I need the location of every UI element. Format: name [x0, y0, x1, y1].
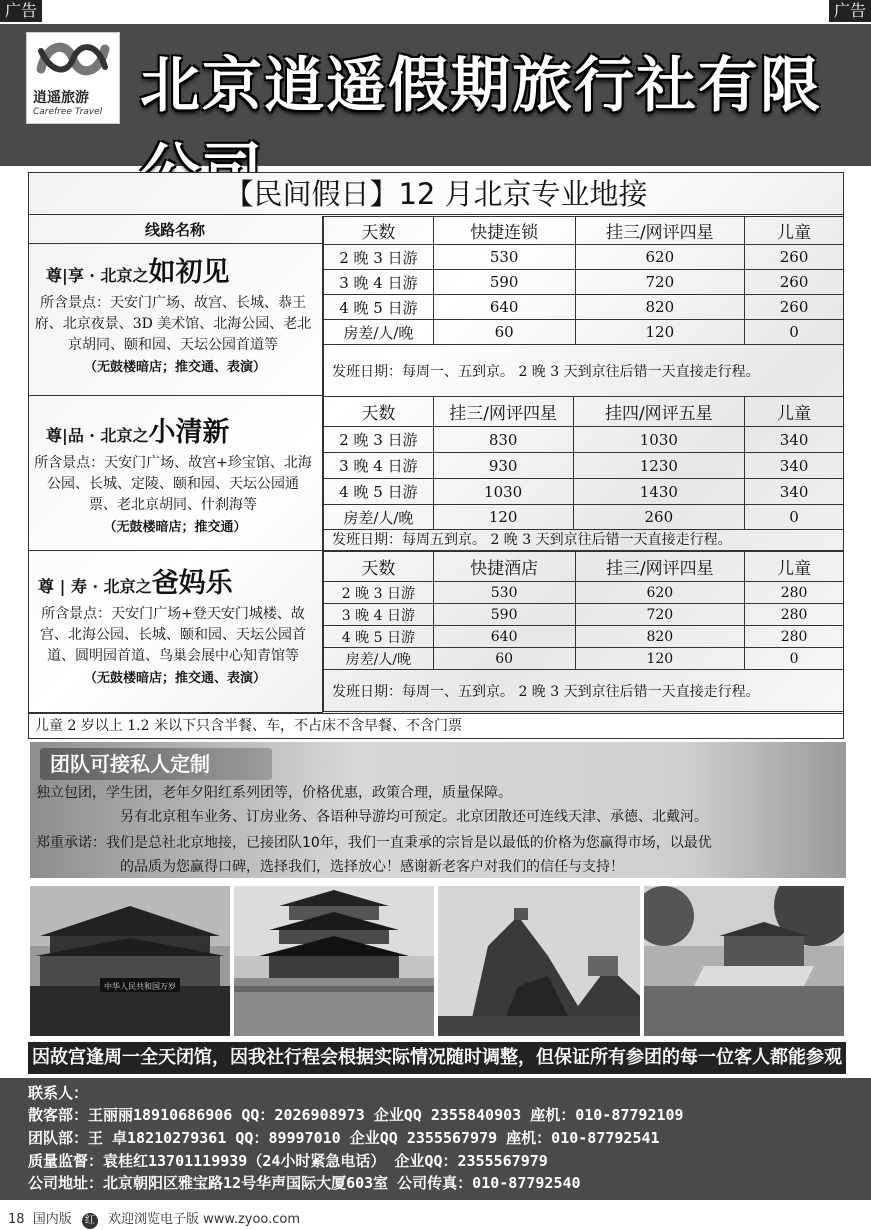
route-spots-2: 所含景点：天安门广场、故宫+珍宝馆、北海公园、长城、定陵、颐和园、天坛公园通票、老北京胡同、什刹海等 — [34, 455, 312, 513]
logo-text-en: Carefree Travel — [33, 107, 103, 117]
table-cell: 590 — [433, 604, 575, 626]
route-cell-3 — [28, 551, 323, 713]
page-footer — [0, 1208, 300, 1229]
table-cell: 60 — [433, 320, 575, 345]
table-cell: 640 — [433, 626, 575, 648]
route-cell-2 — [28, 396, 323, 551]
site-link[interactable]: 欢迎浏览电子版 www.zyoo.com — [107, 1212, 301, 1227]
table-cell: 340 — [745, 479, 844, 505]
table-cell: 620 — [575, 582, 745, 604]
route-name-3: 尊 | 寿 · 北京之爸妈乐 — [38, 568, 233, 599]
table-cell: 0 — [745, 320, 844, 345]
table-cell: 260 — [573, 505, 745, 530]
table-cell: 260 — [745, 295, 844, 320]
table-cell: 590 — [433, 270, 575, 295]
table-cell: 640 — [433, 295, 575, 320]
depart-note-1: 发班日期：每周一、五到京。 2 晚 3 天到京往后错一天直接走行程。 — [324, 345, 844, 397]
table-cell: 280 — [745, 626, 844, 648]
th-days-3: 天数 — [324, 552, 434, 582]
table-cell: 4 晚 5 日游 — [324, 295, 434, 320]
table-cell: 340 — [745, 453, 844, 479]
company-name: 北京逍遥假期旅行社有限 — [140, 51, 822, 121]
table-cell: 房差/人/晚 — [324, 505, 434, 530]
logo-swirl-icon — [27, 33, 119, 85]
contact-line-address: 公司地址：北京朝阳区雅宝路12号华声国际大厦603室 公司传真：010-87792540 — [28, 1174, 581, 1192]
table-cell: 120 — [575, 320, 745, 345]
price-table-2 — [323, 396, 844, 530]
th-days-2: 天数 — [324, 397, 434, 427]
table-cell: 1230 — [573, 453, 745, 479]
th-child-3: 儿童 — [745, 552, 844, 582]
table-cell: 3 晚 4 日游 — [324, 453, 434, 479]
table-cell: 2 晚 3 日游 — [324, 245, 434, 270]
photo-caption: 中华人民共和国万岁 — [104, 982, 176, 991]
ad-tag-left: 广告 — [0, 0, 42, 22]
table-cell: 930 — [433, 453, 573, 479]
company-logo — [26, 32, 120, 124]
route-cell-1 — [28, 244, 323, 396]
photo-summer-palace — [644, 886, 844, 1036]
team-section-title: 团队可接私人定制 — [40, 748, 272, 780]
child-policy-note: 儿童 2 岁以上 1.2 米以下只含半餐、车，不占床不含早餐、不含门票 — [28, 713, 844, 739]
table-cell: 0 — [745, 505, 844, 530]
ad-tag-right: 广告 — [829, 0, 871, 22]
table-cell: 120 — [433, 505, 573, 530]
table-cell: 720 — [575, 270, 745, 295]
table-cell: 530 — [433, 582, 575, 604]
table-cell: 2 晚 3 日游 — [324, 582, 434, 604]
th-col3-3: 挂三/网评四星 — [575, 552, 745, 582]
contact-line-quality: 质量监督：袁桂红13701119939（24小时紧急电话） 企业QQ：2355567979 — [28, 1152, 548, 1170]
table-cell: 2 晚 3 日游 — [324, 427, 434, 453]
photo-tiananmen — [30, 886, 230, 1036]
depart-note-2: 发班日期：每周五到京。 2 晚 3 天到京往后错一天直接走行程。 — [323, 529, 844, 551]
th-col3-1: 挂三/网评四星 — [575, 217, 745, 245]
team-line-2: 另有北京租车业务、订房业务、各语种导游均可预定。北京团散还可连线天津、承德、北戴河。 — [120, 809, 708, 825]
price-table-1 — [323, 216, 844, 397]
table-cell: 3 晚 4 日游 — [324, 604, 434, 626]
palace-closing-notice: 因故宫逢周一全天闭馆，因我社行程会根据实际情况随时调整，但保证所有参团的每一位客人都能参观 — [28, 1042, 846, 1074]
table-cell: 260 — [745, 245, 844, 270]
table-cell: 280 — [745, 582, 844, 604]
route-name-2: 尊|品 · 北京之小清新 — [46, 417, 230, 448]
table-cell: 830 — [433, 427, 573, 453]
price-table-3 — [323, 551, 844, 712]
th-col2-2: 挂三/网评四星 — [433, 397, 573, 427]
contact-line-retail: 散客部：王丽丽18910686906 QQ：2026908973 企业QQ 2355840903 座机：010-87792109 — [28, 1106, 684, 1124]
table-cell: 530 — [433, 245, 575, 270]
table-cell: 1030 — [433, 479, 573, 505]
board-title: 【民间假日】12 月北京专业地接 — [28, 173, 844, 215]
contact-heading: 联系人： — [28, 1084, 89, 1102]
table-cell: 280 — [745, 604, 844, 626]
route-name-1: 尊|享 · 北京之如初见 — [46, 257, 230, 288]
table-cell: 1430 — [573, 479, 745, 505]
table-cell: 房差/人/晚 — [324, 648, 434, 670]
table-cell: 820 — [575, 295, 745, 320]
route-spots-3: 所含景点：天安门广场+登天安门城楼、故宫、北海公园、长城、颐和园、天坛公园首道、圆明园首道、鸟巢会展中心知青馆等 — [40, 606, 306, 664]
table-cell: 120 — [575, 648, 745, 670]
th-child-1: 儿童 — [745, 217, 844, 245]
th-child-2: 儿童 — [745, 397, 844, 427]
table-cell: 340 — [745, 427, 844, 453]
table-cell: 820 — [575, 626, 745, 648]
top-strip — [0, 0, 871, 24]
photo-temple-of-heaven — [234, 886, 434, 1036]
table-cell: 3 晚 4 日游 — [324, 270, 434, 295]
table-cell: 720 — [575, 604, 745, 626]
edition-label: 国内版 — [32, 1212, 72, 1227]
route-note-1: （无鼓楼暗店；推交通、表演） — [83, 360, 266, 375]
team-line-3: 郑重承诺：我们是总社北京地接，已接团队10年，我们一直秉承的宗旨是以最低的价格为您赢得市场，以最优 — [36, 835, 712, 851]
table-cell: 60 — [433, 648, 575, 670]
table-cell: 260 — [745, 270, 844, 295]
photo-great-wall — [438, 886, 640, 1036]
team-line-1: 独立包团，学生团，老年夕阳红系列团等，价格优惠，政策合理，质量保障。 — [36, 785, 512, 801]
route-note-2: （无鼓楼暗店；推交通） — [103, 520, 247, 535]
th-col3-2: 挂四/网评五星 — [573, 397, 745, 427]
table-cell: 1030 — [573, 427, 745, 453]
page-number: 18 — [8, 1212, 25, 1227]
edition-circle-icon: 红 — [82, 1213, 98, 1229]
route-spots-1: 所含景点：天安门广场、故宫、长城、恭王府、北京夜景、3D 美术馆、北海公园、老北京胡同、颐和园、天坛公园首道等 — [34, 295, 312, 353]
th-col2-1: 快捷连锁 — [433, 217, 575, 245]
logo-text-cn: 逍遥旅游 — [33, 90, 89, 106]
table-cell: 4 晚 5 日游 — [324, 479, 434, 505]
table-cell: 房差/人/晚 — [324, 320, 434, 345]
depart-note-3: 发班日期：每周一、五到京。 2 晚 3 天到京往后错一天直接走行程。 — [324, 670, 844, 712]
route-col-header: 线路名称 — [28, 216, 323, 244]
table-cell: 620 — [575, 245, 745, 270]
route-note-3: （无鼓楼暗店；推交通、表演） — [83, 671, 266, 686]
contact-line-group: 团队部：王 卓18210279361 QQ：89997010 企业QQ 2355567979 座机：010-87792541 — [28, 1129, 660, 1147]
table-cell: 4 晚 5 日游 — [324, 626, 434, 648]
team-line-4: 的品质为您赢得口碑，选择我们，选择放心！感谢新老客户对我们的信任与支持！ — [120, 859, 624, 875]
table-cell: 0 — [745, 648, 844, 670]
th-col2-3: 快捷酒店 — [433, 552, 575, 582]
th-days-1: 天数 — [324, 217, 434, 245]
